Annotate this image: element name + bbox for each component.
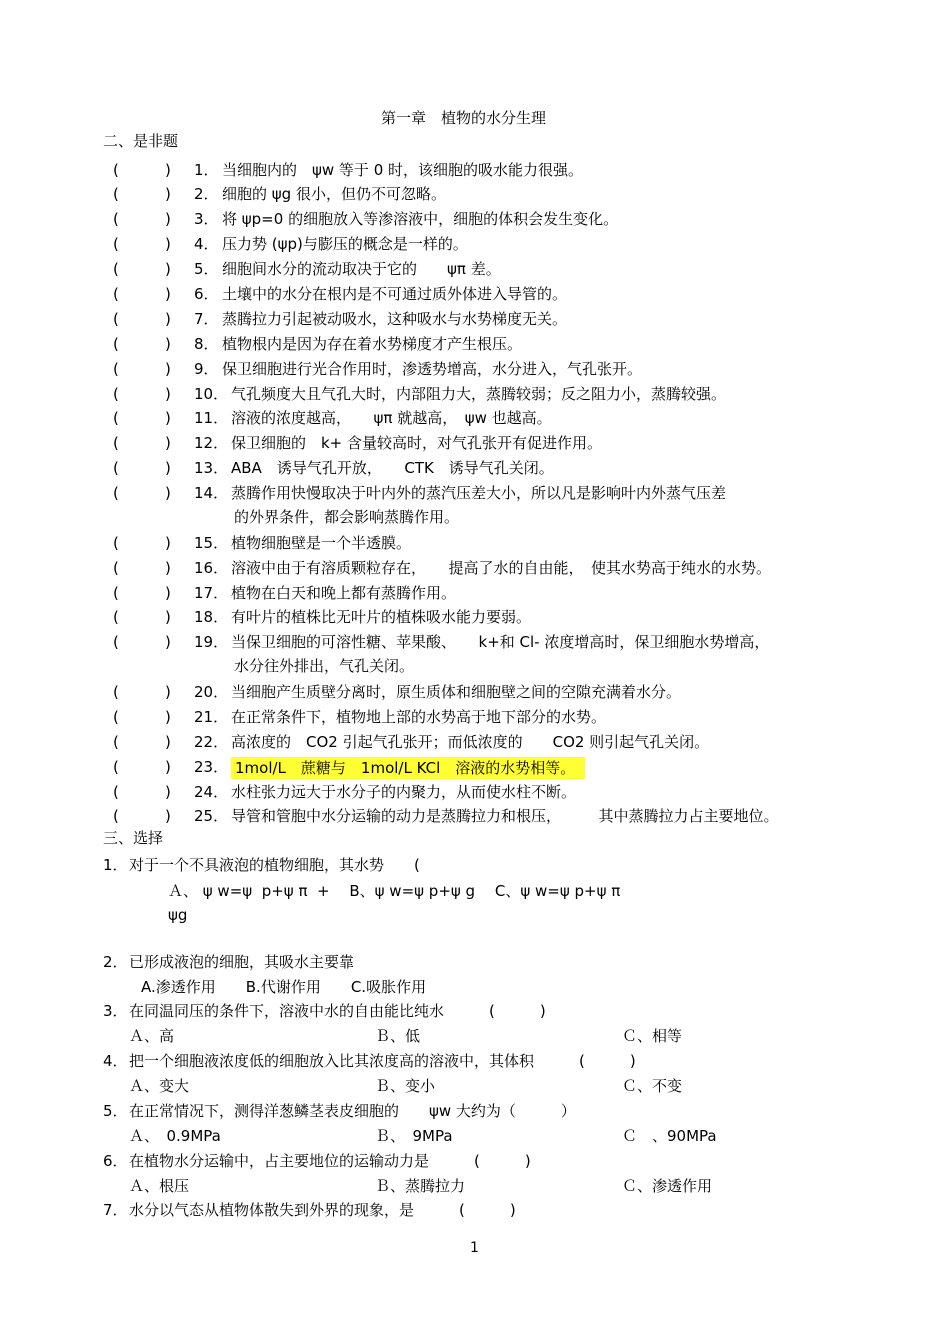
mc-option-c: Ｃ 、90MPa xyxy=(622,1127,717,1145)
section-multiple-choice: 三、选择 xyxy=(103,829,164,847)
question-number: 8． xyxy=(194,335,219,353)
question-text: 有叶片的植株比无叶片的植株吸水能力要弱。 xyxy=(231,608,532,626)
answer-paren-open: ( xyxy=(113,210,119,228)
mc-option-a: Ａ、变大 xyxy=(129,1077,190,1095)
answer-paren-open: ( xyxy=(113,335,119,353)
answer-paren-close: ) xyxy=(165,335,171,353)
question-text: 当细胞产生质壁分离时，原生质体和细胞壁之间的空隙充满着水分。 xyxy=(231,683,682,701)
answer-paren-close: ) xyxy=(165,807,171,825)
mc-question-text: 已形成液泡的细胞，其吸水主要靠 xyxy=(129,953,355,971)
answer-paren-open: ( xyxy=(113,484,119,502)
mc-option-a: Ａ、根压 xyxy=(129,1177,190,1195)
mc-question-number: 6． xyxy=(103,1152,128,1170)
answer-paren-close: ) xyxy=(165,708,171,726)
question-text: ABA 诱导气孔开放， CTK 诱导气孔关闭。 xyxy=(231,459,554,477)
question-text: 水柱张力远大于水分子的内聚力，从而使水柱不断。 xyxy=(231,783,577,801)
question-text: 蒸腾拉力引起被动吸水，这种吸水与水势梯度无关。 xyxy=(222,310,568,328)
question-number: 18． xyxy=(194,608,229,626)
question-text: 细胞间水分的流动取决于它的 ψπ 差。 xyxy=(222,260,501,278)
question-text: 压力势 (ψp)与膨压的概念是一样的。 xyxy=(222,235,468,253)
question-number: 5． xyxy=(194,260,219,278)
answer-paren-close: ) xyxy=(165,683,171,701)
question-number: 19． xyxy=(194,633,229,651)
mc-question-number: 7． xyxy=(103,1201,128,1219)
question-text: 在正常条件下，植物地上部的水势高于地下部分的水势。 xyxy=(231,708,607,726)
mc-option-a: Ａ、高 xyxy=(129,1027,175,1045)
answer-paren-close: ) xyxy=(165,434,171,452)
answer-paren-close: ) xyxy=(165,758,171,776)
answer-paren-open: ( xyxy=(113,534,119,552)
answer-paren-close: ) xyxy=(165,733,171,751)
question-text: 当保卫细胞的可溶性糖、苹果酸、 k+和 Cl- 浓度增高时，保卫细胞水势增高， xyxy=(231,633,770,651)
question-text: 气孔频度大且气孔大时，内部阻力大，蒸腾较弱；反之阻力小，蒸腾较强。 xyxy=(231,385,727,403)
answer-paren-open: ( xyxy=(113,409,119,427)
question-number: 1． xyxy=(194,161,219,179)
answer-paren-close: ) xyxy=(165,185,171,203)
answer-paren-close: ) xyxy=(165,161,171,179)
answer-paren-open: ( xyxy=(113,807,119,825)
mc-question-number: 1． xyxy=(103,856,128,874)
answer-paren-open: ( xyxy=(113,584,119,602)
question-text: 当细胞内的 ψw 等于 0 时，该细胞的吸水能力很强。 xyxy=(222,161,584,179)
question-number: 13． xyxy=(194,459,229,477)
mc-option-c: Ｃ、不变 xyxy=(622,1077,683,1095)
answer-paren-open: ( xyxy=(113,161,119,179)
answer-paren-close: ) xyxy=(165,633,171,651)
answer-paren-close: ) xyxy=(165,484,171,502)
answer-paren-open: ( xyxy=(113,285,119,303)
question-number: 2． xyxy=(194,185,219,203)
question-text: 将 ψp=0 的细胞放入等渗溶液中，细胞的体积会发生变化。 xyxy=(222,210,619,228)
question-number: 22． xyxy=(194,733,229,751)
answer-paren-close: ) xyxy=(165,534,171,552)
mc-question-number: 3． xyxy=(103,1002,128,1020)
question-text: 植物细胞壁是一个半透膜。 xyxy=(231,534,412,552)
mc-option-b: Ｂ、低 xyxy=(375,1027,421,1045)
answer-paren-open: ( xyxy=(113,459,119,477)
mc-question-number: 4． xyxy=(103,1052,128,1070)
answer-paren-close: ) xyxy=(165,210,171,228)
page-number: 1 xyxy=(470,1240,479,1256)
question-number: 4． xyxy=(194,235,219,253)
question-number: 17． xyxy=(194,584,229,602)
mc-options-continued: ψg xyxy=(168,906,188,924)
answer-paren-open: ( xyxy=(113,783,119,801)
mc-option-a: Ａ、 0.9MPa xyxy=(129,1127,221,1145)
question-text: 高浓度的 CO2 引起气孔张开；而低浓度的 CO2 则引起气孔关闭。 xyxy=(231,733,710,751)
question-text-continued: 的外界条件，都会影响蒸腾作用。 xyxy=(234,508,460,526)
answer-paren-open: ( xyxy=(113,385,119,403)
answer-paren-open: ( xyxy=(113,683,119,701)
question-text-continued: 水分往外排出，气孔关闭。 xyxy=(234,657,415,675)
question-text: 土壤中的水分在根内是不可通过质外体进入导管的。 xyxy=(222,285,568,303)
answer-paren-close: ) xyxy=(165,459,171,477)
question-number: 16． xyxy=(194,559,229,577)
question-text: 植物根内是因为存在着水势梯度才产生根压。 xyxy=(222,335,523,353)
question-number: 21． xyxy=(194,708,229,726)
answer-paren-open: ( xyxy=(113,434,119,452)
answer-paren-open: ( xyxy=(113,733,119,751)
answer-paren-close: ) xyxy=(165,783,171,801)
mc-option-b: Ｂ、 9MPa xyxy=(375,1127,453,1145)
answer-paren-close: ) xyxy=(165,584,171,602)
question-number: 3． xyxy=(194,210,219,228)
question-text: 溶液中由于有溶质颗粒存在， 提高了水的自由能， 使其水势高于纯水的水势。 xyxy=(231,559,772,577)
answer-paren-close: ) xyxy=(165,559,171,577)
answer-paren-open: ( xyxy=(113,708,119,726)
mc-question-text: 把一个细胞液浓度低的细胞放入比其浓度高的溶液中，其体积 ( ) xyxy=(129,1052,636,1070)
question-text: 保卫细胞的 k+ 含量较高时，对气孔张开有促进作用。 xyxy=(231,434,603,452)
section-true-false: 二、是非题 xyxy=(103,132,179,150)
mc-option-c: Ｃ、相等 xyxy=(622,1027,683,1045)
question-number: 23． xyxy=(194,758,229,776)
question-text: 蒸腾作用快慢取决于叶内外的蒸汽压差大小，所以凡是影响叶内外蒸气压差 xyxy=(231,484,727,502)
answer-paren-open: ( xyxy=(113,608,119,626)
answer-paren-open: ( xyxy=(113,559,119,577)
question-number: 25． xyxy=(194,807,229,825)
answer-paren-close: ) xyxy=(165,235,171,253)
mc-question-text: 对于一个不具液泡的植物细胞，其水势 ( xyxy=(129,856,420,874)
answer-paren-open: ( xyxy=(113,758,119,776)
answer-paren-close: ) xyxy=(165,360,171,378)
answer-paren-close: ) xyxy=(165,285,171,303)
mc-question-text: 水分以气态从植物体散失到外界的现象，是 ( ) xyxy=(129,1201,516,1219)
answer-paren-open: ( xyxy=(113,260,119,278)
answer-paren-close: ) xyxy=(165,409,171,427)
question-text: 导管和管胞中水分运输的动力是蒸腾拉力和根压， 其中蒸腾拉力占主要地位。 xyxy=(231,807,779,825)
answer-paren-open: ( xyxy=(113,360,119,378)
question-number: 10． xyxy=(194,385,229,403)
answer-paren-open: ( xyxy=(113,235,119,253)
mc-question-text: 在正常情况下，测得洋葱鳞茎表皮细胞的 ψw 大约为（ ） xyxy=(129,1102,576,1120)
mc-question-text: 在同温同压的条件下，溶液中水的自由能比纯水 ( ) xyxy=(129,1002,546,1020)
question-number: 20． xyxy=(194,683,229,701)
mc-options: A.渗透作用 B.代谢作用 C.吸胀作用 xyxy=(141,978,427,996)
question-number: 14． xyxy=(194,484,229,502)
answer-paren-close: ) xyxy=(165,608,171,626)
question-text: 保卫细胞进行光合作用时，渗透势增高，水分进入，气孔张开。 xyxy=(222,360,643,378)
mc-option-c: Ｃ、渗透作用 xyxy=(622,1177,713,1195)
question-number: 24． xyxy=(194,783,229,801)
question-number: 9． xyxy=(194,360,219,378)
mc-question-number: 2． xyxy=(103,953,128,971)
question-number: 7． xyxy=(194,310,219,328)
question-text: 溶液的浓度越高， ψπ 就越高， ψw 也越高。 xyxy=(231,409,552,427)
answer-paren-close: ) xyxy=(165,310,171,328)
question-text-highlighted: 1mol/L 蔗糖与 1mol/L KCl 溶液的水势相等。 xyxy=(231,757,585,779)
question-number: 15． xyxy=(194,534,229,552)
mc-question-text: 在植物水分运输中，占主要地位的运输动力是 ( ) xyxy=(129,1152,531,1170)
question-number: 6． xyxy=(194,285,219,303)
mc-option-b: Ｂ、蒸腾拉力 xyxy=(375,1177,466,1195)
answer-paren-open: ( xyxy=(113,185,119,203)
question-number: 12． xyxy=(194,434,229,452)
mc-question-number: 5． xyxy=(103,1102,128,1120)
answer-paren-open: ( xyxy=(113,310,119,328)
answer-paren-close: ) xyxy=(165,385,171,403)
question-number: 11． xyxy=(194,409,229,427)
mc-options: Ａ、 ψ w=ψ p+ψ π + B、ψ w=ψ p+ψ g C、ψ w=ψ p+ψ π xyxy=(168,882,621,900)
answer-paren-open: ( xyxy=(113,633,119,651)
question-text: 植物在白天和晚上都有蒸腾作用。 xyxy=(231,584,457,602)
question-text: 细胞的 ψg 很小，但仍不可忽略。 xyxy=(222,185,446,203)
answer-paren-close: ) xyxy=(165,260,171,278)
mc-option-b: Ｂ、变小 xyxy=(375,1077,436,1095)
chapter-title: 第一章 植物的水分生理 xyxy=(381,109,547,127)
